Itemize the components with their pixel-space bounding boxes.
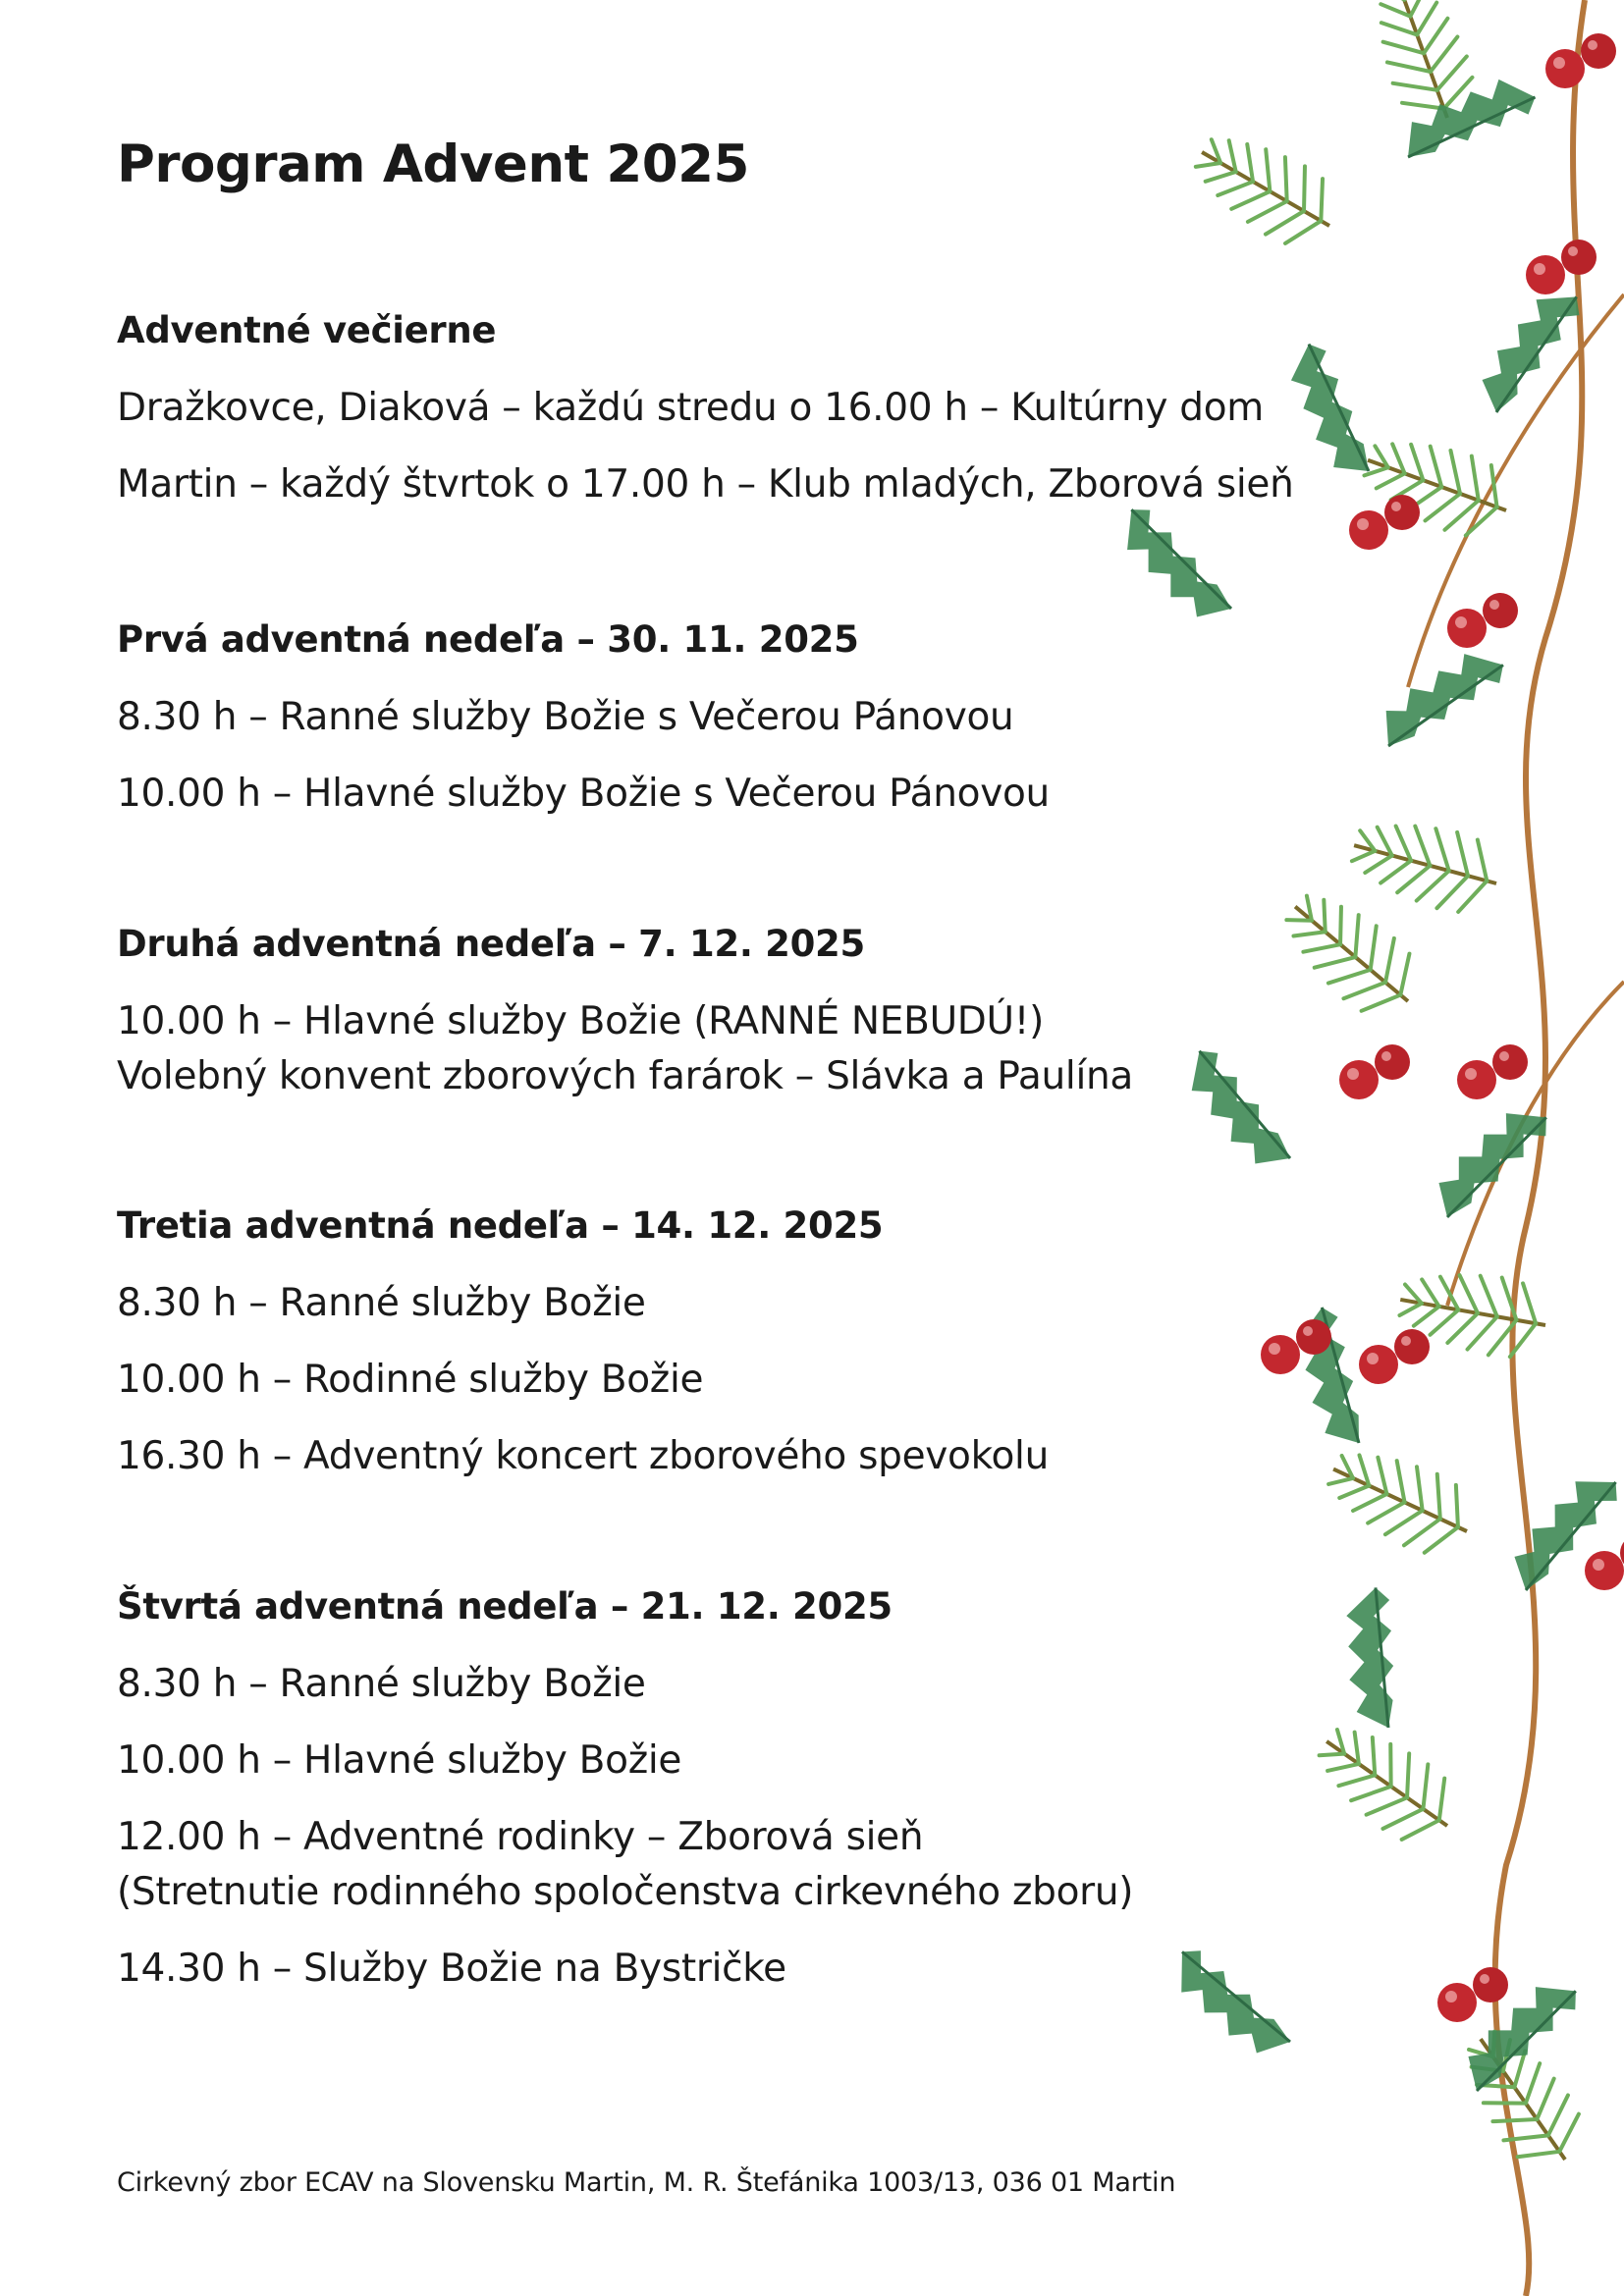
schedule-line: 8.30 h – Ranné služby Božie xyxy=(117,1662,646,1706)
section-heading: Adventné večierne xyxy=(117,309,497,351)
section-heading: Tretia adventná nedeľa – 14. 12. 2025 xyxy=(117,1204,884,1247)
schedule-line: 8.30 h – Ranné služby Božie xyxy=(117,1281,646,1325)
schedule-line: Martin – každý štvrtok o 17.00 h – Klub mladých, Zborová sieň xyxy=(117,462,1294,507)
section-heading: Druhá adventná nedeľa – 7. 12. 2025 xyxy=(117,923,865,965)
schedule-line: 14.30 h – Služby Božie na Bystričke xyxy=(117,1947,786,1991)
schedule-line: 8.30 h – Ranné služby Božie s Večerou Pánovou xyxy=(117,695,1014,739)
holly-garland-svg xyxy=(1035,0,1624,2296)
holly-garland-illustration xyxy=(1035,0,1624,2296)
schedule-line: Dražkovce, Diaková – každú stredu o 16.00 h – Kultúrny dom xyxy=(117,386,1264,430)
schedule-line: 16.30 h – Adventný koncert zborového spevokolu xyxy=(117,1434,1050,1478)
schedule-line: (Stretnutie rodinného spoločenstva cirkevného zboru) xyxy=(117,1870,1134,1914)
page-title: Program Advent 2025 xyxy=(117,134,749,194)
schedule-line: 10.00 h – Hlavné služby Božie (RANNÉ NEBUDÚ!) xyxy=(117,999,1045,1043)
section-heading: Štvrtá adventná nedeľa – 21. 12. 2025 xyxy=(117,1585,893,1628)
schedule-line: 10.00 h – Hlavné služby Božie s Večerou Pánovou xyxy=(117,772,1050,816)
schedule-line: Volebný konvent zborových farárok – Slávka a Paulína xyxy=(117,1054,1134,1098)
footer-address: Cirkevný zbor ECAV na Slovensku Martin, M. R. Štefánika 1003/13, 036 01 Martin xyxy=(117,2167,1176,2198)
schedule-line: 12.00 h – Adventné rodinky – Zborová sieň xyxy=(117,1815,924,1859)
schedule-line: 10.00 h – Rodinné služby Božie xyxy=(117,1358,704,1402)
schedule-line: 10.00 h – Hlavné služby Božie xyxy=(117,1738,682,1783)
section-heading: Prvá adventná nedeľa – 30. 11. 2025 xyxy=(117,618,859,661)
